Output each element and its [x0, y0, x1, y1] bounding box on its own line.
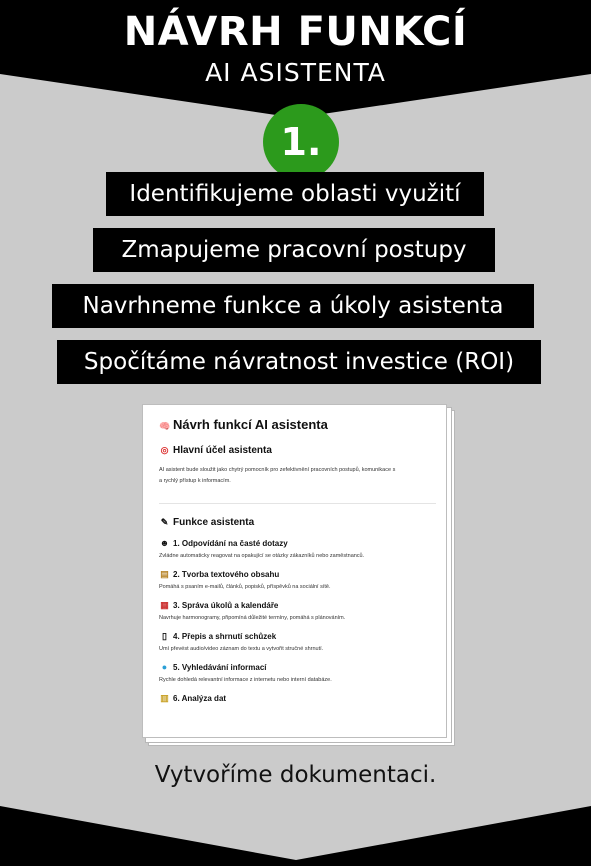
footer-chevron	[0, 798, 591, 866]
step-item-1: Identifikujeme oblasti využití	[106, 172, 484, 216]
function-item-desc: Rychle dohledá relevantní informace z internetu nebo interní databáze.	[159, 677, 332, 683]
function-item-title: ● 5. Vyhledávání informací	[159, 661, 436, 674]
divider	[159, 503, 436, 504]
pencil-icon: ✎	[160, 517, 169, 527]
purpose-heading: ◎ Hlavní účel asistenta	[159, 442, 436, 459]
functions-heading: ✎ Funkce asistenta	[159, 514, 436, 531]
function-item-desc: Zvládne automaticky reagovat na opakující se otázky zákazníků nebo zaměstnanců.	[159, 553, 365, 559]
page-title: NÁVRH FUNKCÍ	[123, 9, 468, 55]
function-item-title: ▥ 6. Analýza dat	[160, 693, 227, 703]
function-item-desc: Pomáhá s psaním e-mailů, článků, popisků, příspěvků na sociální sítě.	[159, 584, 331, 590]
function-item-title: ☻ 1. Odpovídání na časté dotazy	[159, 538, 288, 548]
step-number-badge: 1.	[263, 104, 339, 180]
document-preview	[142, 404, 454, 746]
brain-icon: 🧠	[159, 421, 171, 431]
calendar-icon: ▦	[160, 600, 169, 610]
function-item-desc: Navrhuje harmonogramy, připomíná důležité termíny, pomáhá s plánováním.	[159, 615, 346, 621]
step-item-4: Spočítáme návratnost investice (ROI)	[57, 340, 541, 384]
page-subtitle: AI ASISTENTA	[205, 58, 386, 87]
function-item-title: ▤ 2. Tvorba textového obsahu	[160, 569, 280, 579]
purpose-text: AI asistent bude sloužit jako chytrý pomocník pro zefektivnění pracovních postupů, komunikace s	[159, 467, 396, 473]
target-icon: ◎	[160, 445, 169, 455]
purpose-text: a rychlý přístup k informacím.	[159, 478, 231, 484]
notepad-icon: ▯	[162, 631, 167, 641]
step-item-2: Zmapujeme pracovní postupy	[93, 228, 495, 272]
function-item-desc: Umí převést audio/video záznam do textu a vytvořit stručné shrnutí.	[159, 646, 324, 652]
function-item-title: ▯ 4. Přepis a shrnutí schůzek	[159, 630, 436, 643]
chart-icon: ▥	[160, 693, 169, 703]
robot-icon: ☻	[159, 538, 170, 548]
document-title: 🧠 Návrh funkcí AI asistenta	[159, 415, 436, 436]
function-item-title: ▦ 3. Správa úkolů a kalendáře	[160, 600, 279, 610]
globe-icon: ●	[161, 662, 168, 672]
footer-caption: Vytvoříme dokumentaci.	[154, 762, 437, 788]
memo-icon: ▤	[160, 569, 169, 579]
step-item-3: Navrhneme funkce a úkoly asistenta	[52, 284, 534, 328]
document-page	[142, 404, 447, 738]
